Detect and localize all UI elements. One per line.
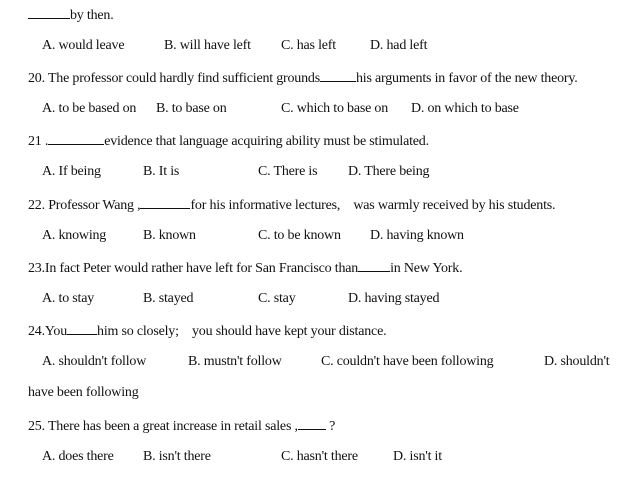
option-d: D. on which to base <box>411 101 519 116</box>
option-d: D. having stayed <box>348 291 440 306</box>
question-19-stem <box>28 5 114 23</box>
question-text: 22. Professor Wang , <box>28 198 141 213</box>
option-b: B. known <box>143 228 196 243</box>
option-b: B. to base on <box>156 101 227 116</box>
question-20-stem <box>28 68 578 86</box>
answer-blank <box>28 5 70 19</box>
answer-blank <box>140 195 190 209</box>
answer-blank <box>320 68 356 82</box>
option-b: B. isn't there <box>143 449 211 464</box>
question-text: 21 . <box>28 134 49 149</box>
question-21-stem <box>28 131 429 149</box>
option-d: D. having known <box>370 228 464 243</box>
option-a: A. knowing <box>42 228 107 243</box>
option-c: C. stay <box>258 291 296 306</box>
option-b: B. mustn't follow <box>188 354 282 369</box>
option-a: A. If being <box>42 164 101 179</box>
question-text: for his informative lectures, was warmly received by his students. <box>190 198 556 213</box>
question-text: evidence that language acquiring ability must be stimulated. <box>104 134 429 149</box>
answer-blank <box>298 416 326 430</box>
option-b: B. will have left <box>164 38 251 53</box>
option-c: C. to be known <box>258 228 341 243</box>
option-d-continuation: have been following <box>28 385 139 400</box>
option-b: B. stayed <box>143 291 194 306</box>
answer-blank <box>358 258 390 272</box>
option-d: D. shouldn't <box>544 354 610 369</box>
option-d: D. had left <box>370 38 428 53</box>
question-text: 24.You <box>28 324 68 339</box>
option-c: C. There is <box>258 164 318 179</box>
option-b: B. It is <box>143 164 180 179</box>
question-text: by then. <box>70 8 114 23</box>
option-d: D. There being <box>348 164 430 179</box>
question-text: 23.In fact Peter would rather have left for San Francisco than <box>28 261 359 276</box>
option-c: C. couldn't have been following <box>321 354 494 369</box>
question-text: ? <box>329 419 336 434</box>
answer-blank <box>48 131 104 145</box>
option-a: A. to be based on <box>42 101 137 116</box>
option-a: A. to stay <box>42 291 95 306</box>
question-text: in New York. <box>390 261 463 276</box>
question-text: 25. There has been a great increase in retail sales , <box>28 419 298 434</box>
option-a: A. does there <box>42 449 114 464</box>
option-c: C. hasn't there <box>281 449 358 464</box>
option-a: A. shouldn't follow <box>42 354 147 369</box>
question-23-stem <box>28 258 462 276</box>
option-c: C. which to base on <box>281 101 389 116</box>
answer-blank <box>67 321 97 335</box>
option-d: D. isn't it <box>393 449 442 464</box>
question-text: 20. The professor could hardly find sufficient grounds <box>28 71 320 86</box>
question-25-stem <box>28 416 335 434</box>
question-text: his arguments in favor of the new theory. <box>355 71 578 86</box>
question-24-stem <box>28 321 386 339</box>
option-c: C. has left <box>281 38 336 53</box>
option-a: A. would leave <box>42 38 125 53</box>
question-text: him so closely; you should have kept your distance. <box>97 324 387 339</box>
question-22-stem <box>28 195 555 213</box>
